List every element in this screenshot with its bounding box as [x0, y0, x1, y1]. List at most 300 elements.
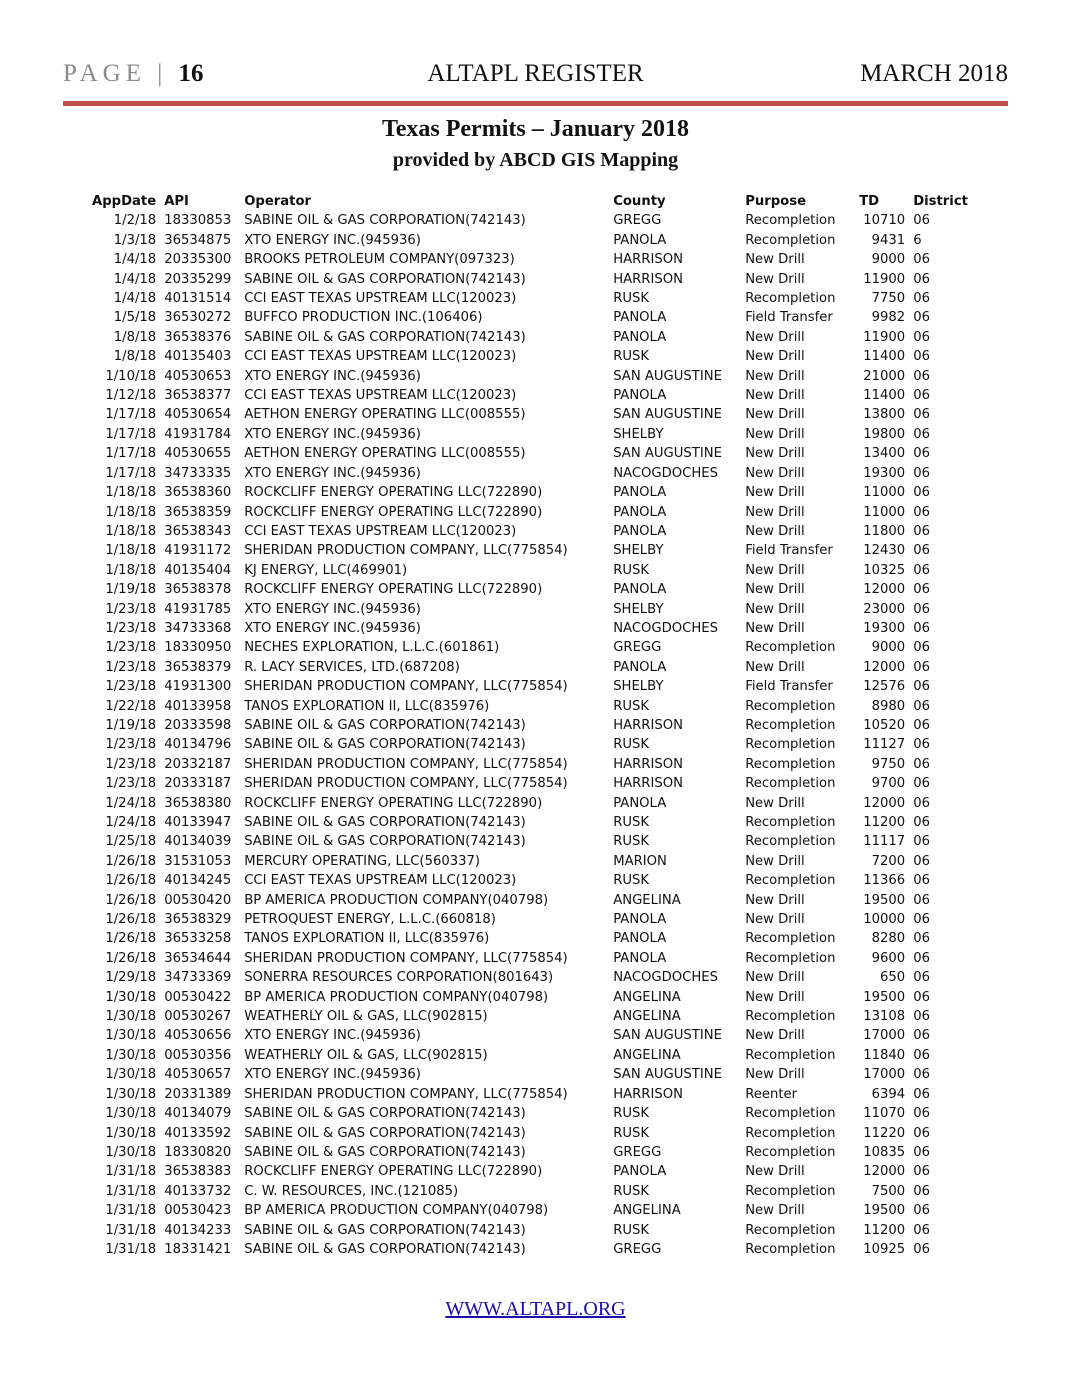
cell-td: 12000	[863, 795, 906, 811]
cell-api: 34733368	[164, 620, 232, 636]
table-row	[88, 347, 972, 366]
cell-county: RUSK	[613, 1106, 650, 1122]
table-row	[88, 755, 972, 774]
cell-purpose: Recompletion	[745, 815, 836, 830]
cell-operator: SABINE OIL & GAS CORPORATION(742143)	[244, 815, 526, 830]
cell-purpose: New Drill	[745, 368, 805, 384]
table-row	[88, 968, 972, 987]
cell-appdate: 1/30/18	[105, 989, 157, 1005]
cell-api: 40134079	[164, 1106, 232, 1122]
cell-api: 36538380	[164, 795, 232, 811]
column-header-purpose: Purpose	[745, 194, 807, 209]
cell-appdate: 1/19/18	[105, 582, 157, 598]
cell-operator: SABINE OIL & GAS CORPORATION(742143)	[244, 1241, 526, 1257]
cell-appdate: 1/26/18	[105, 950, 157, 966]
cell-district: 06	[913, 1203, 930, 1219]
cell-purpose: Recompletion	[745, 717, 836, 733]
cell-operator: CCI EAST TEXAS UPSTREAM LLC(120023)	[244, 349, 517, 365]
header-divider	[63, 101, 1008, 106]
table-row	[88, 211, 972, 230]
cell-district: 06	[913, 291, 930, 307]
cell-operator: SABINE OIL & GAS CORPORATION(742143)	[244, 213, 526, 229]
cell-appdate: 1/17/18	[105, 446, 157, 462]
table-row	[88, 231, 972, 250]
cell-appdate: 1/24/18	[105, 795, 157, 811]
cell-county: PANOLA	[613, 523, 667, 539]
cell-appdate: 1/24/18	[105, 815, 157, 830]
cell-county: NACOGDOCHES	[613, 620, 719, 636]
cell-operator: CCI EAST TEXAS UPSTREAM LLC(120023)	[244, 873, 517, 889]
cell-county: SHELBY	[613, 426, 664, 442]
table-row	[88, 852, 972, 871]
cell-td: 11400	[863, 388, 906, 404]
cell-td: 11200	[863, 1222, 906, 1238]
cell-purpose: Recompletion	[745, 834, 836, 850]
cell-api: 40134039	[164, 834, 232, 850]
cell-appdate: 1/26/18	[105, 873, 157, 889]
table-row	[88, 638, 972, 657]
cell-appdate: 1/19/18	[105, 717, 157, 733]
cell-api: 40133958	[164, 698, 232, 714]
cell-district: 6	[913, 232, 922, 248]
cell-appdate: 1/18/18	[105, 485, 157, 501]
cell-api: 40134233	[164, 1222, 232, 1238]
table-row	[88, 367, 972, 386]
cell-district: 06	[913, 601, 930, 617]
cell-district: 06	[913, 1106, 930, 1122]
cell-purpose: New Drill	[745, 659, 805, 675]
cell-api: 36530272	[164, 310, 232, 326]
cell-appdate: 1/23/18	[105, 679, 157, 695]
cell-county: ANGELINA	[613, 1047, 681, 1063]
cell-purpose: New Drill	[745, 601, 805, 617]
cell-api: 40530656	[164, 1028, 232, 1044]
cell-appdate: 1/17/18	[105, 465, 157, 481]
cell-operator: SHERIDAN PRODUCTION COMPANY, LLC(775854)	[244, 950, 568, 966]
cell-purpose: New Drill	[745, 426, 805, 442]
cell-purpose: New Drill	[745, 349, 805, 365]
cell-operator: SABINE OIL & GAS CORPORATION(742143)	[244, 1125, 526, 1141]
cell-purpose: Recompletion	[745, 950, 836, 966]
page-number-label: PAGE | 16	[63, 60, 204, 87]
cell-td: 8280	[871, 931, 906, 947]
table-row	[88, 1182, 972, 1201]
cell-county: RUSK	[613, 737, 650, 753]
page-title: Texas Permits – January 2018	[381, 116, 690, 142]
cell-appdate: 1/31/18	[105, 1164, 157, 1180]
cell-api: 20335300	[164, 252, 232, 268]
cell-td: 23000	[863, 601, 906, 617]
table-row	[88, 1201, 972, 1220]
cell-api: 41931785	[164, 601, 232, 617]
cell-district: 06	[913, 1009, 930, 1025]
table-row	[88, 483, 972, 502]
cell-td: 19300	[863, 620, 906, 636]
cell-operator: BP AMERICA PRODUCTION COMPANY(040798)	[244, 989, 549, 1005]
table-row	[88, 250, 972, 269]
cell-purpose: Field Transfer	[745, 679, 833, 695]
cell-purpose: Recompletion	[745, 640, 836, 656]
table-row	[88, 1240, 972, 1259]
table-row	[88, 716, 972, 735]
cell-county: PANOLA	[613, 485, 667, 501]
cell-county: SAN AUGUSTINE	[613, 1028, 722, 1044]
cell-district: 06	[913, 679, 930, 695]
cell-district: 06	[913, 523, 930, 539]
cell-operator: SABINE OIL & GAS CORPORATION(742143)	[244, 329, 526, 345]
cell-api: 00530356	[164, 1047, 232, 1063]
cell-operator: WEATHERLY OIL & GAS, LLC(902815)	[244, 1047, 488, 1063]
cell-district: 06	[913, 1125, 930, 1141]
cell-api: 40133732	[164, 1183, 232, 1199]
cell-td: 10710	[863, 213, 906, 229]
cell-purpose: New Drill	[745, 329, 805, 345]
cell-operator: CCI EAST TEXAS UPSTREAM LLC(120023)	[244, 291, 517, 307]
cell-appdate: 1/4/18	[113, 271, 157, 287]
table-row	[88, 1065, 972, 1084]
cell-district: 06	[913, 329, 930, 345]
cell-district: 06	[913, 834, 930, 850]
cell-district: 06	[913, 465, 930, 481]
cell-operator: SABINE OIL & GAS CORPORATION(742143)	[244, 1106, 526, 1122]
cell-appdate: 1/30/18	[105, 1067, 157, 1083]
cell-operator: ROCKCLIFF ENERGY OPERATING LLC(722890)	[244, 582, 543, 598]
cell-county: ANGELINA	[613, 989, 681, 1005]
cell-appdate: 1/30/18	[105, 1009, 157, 1025]
cell-operator: SHERIDAN PRODUCTION COMPANY, LLC(775854)	[244, 679, 568, 695]
cell-operator: SHERIDAN PRODUCTION COMPANY, LLC(775854)	[244, 756, 568, 772]
cell-county: GREGG	[613, 213, 662, 229]
cell-appdate: 1/23/18	[105, 601, 157, 617]
table-row	[88, 1162, 972, 1181]
cell-operator: ROCKCLIFF ENERGY OPERATING LLC(722890)	[244, 485, 543, 501]
table-row	[88, 405, 972, 424]
cell-county: PANOLA	[613, 388, 667, 404]
cell-operator: SABINE OIL & GAS CORPORATION(742143)	[244, 1144, 526, 1160]
cell-county: ANGELINA	[613, 892, 681, 908]
cell-district: 06	[913, 717, 930, 733]
cell-operator: ROCKCLIFF ENERGY OPERATING LLC(722890)	[244, 504, 543, 520]
cell-purpose: New Drill	[745, 446, 805, 462]
cell-county: HARRISON	[613, 756, 683, 772]
cell-operator: WEATHERLY OIL & GAS, LLC(902815)	[244, 1009, 488, 1025]
cell-county: PANOLA	[613, 582, 667, 598]
cell-operator: XTO ENERGY INC.(945936)	[244, 1067, 421, 1083]
cell-purpose: New Drill	[745, 1164, 805, 1180]
cell-district: 06	[913, 1164, 930, 1180]
cell-district: 06	[913, 620, 930, 636]
cell-district: 06	[913, 1144, 930, 1160]
cell-api: 40133947	[164, 815, 232, 830]
cell-county: PANOLA	[613, 659, 667, 675]
cell-purpose: Recompletion	[745, 1106, 836, 1122]
cell-operator: XTO ENERGY INC.(945936)	[244, 232, 421, 248]
cell-district: 06	[913, 1086, 930, 1102]
cell-county: SAN AUGUSTINE	[613, 368, 722, 384]
cell-operator: TANOS EXPLORATION II, LLC(835976)	[244, 698, 490, 714]
cell-api: 20335299	[164, 271, 232, 287]
cell-td: 17000	[863, 1028, 906, 1044]
cell-operator: BUFFCO PRODUCTION INC.(106406)	[244, 310, 483, 326]
cell-td: 7200	[871, 853, 906, 869]
cell-district: 06	[913, 252, 930, 268]
cell-county: RUSK	[613, 698, 650, 714]
cell-purpose: New Drill	[745, 562, 805, 578]
table-row	[88, 541, 972, 560]
cell-operator: SABINE OIL & GAS CORPORATION(742143)	[244, 717, 526, 733]
issue-date: MARCH 2018	[860, 60, 1008, 87]
cell-api: 40135403	[164, 349, 232, 365]
cell-purpose: Recompletion	[745, 232, 836, 248]
cell-county: PANOLA	[613, 950, 667, 966]
cell-purpose: Recompletion	[745, 1125, 836, 1141]
cell-operator: R. LACY SERVICES, LTD.(687208)	[244, 659, 460, 675]
cell-purpose: Recompletion	[745, 756, 836, 772]
cell-district: 06	[913, 970, 930, 986]
cell-appdate: 1/23/18	[105, 620, 157, 636]
cell-api: 40131514	[164, 291, 232, 307]
cell-api: 40135404	[164, 562, 232, 578]
cell-appdate: 1/26/18	[105, 853, 157, 869]
cell-appdate: 1/29/18	[105, 970, 157, 986]
cell-purpose: New Drill	[745, 989, 805, 1005]
cell-county: PANOLA	[613, 232, 667, 248]
cell-api: 20333598	[164, 717, 232, 733]
table-row	[88, 600, 972, 619]
cell-api: 40530657	[164, 1067, 232, 1083]
cell-api: 34733369	[164, 970, 232, 986]
table-row	[88, 425, 972, 444]
table-row	[88, 308, 972, 327]
table-row	[88, 1221, 972, 1240]
cell-td: 13400	[863, 446, 906, 462]
cell-appdate: 1/8/18	[113, 329, 157, 345]
cell-td: 11127	[863, 737, 906, 753]
cell-api: 00530267	[164, 1009, 232, 1025]
cell-purpose: Recompletion	[745, 1047, 836, 1063]
cell-td: 13108	[863, 1009, 906, 1025]
cell-td: 11900	[863, 329, 906, 345]
cell-appdate: 1/26/18	[105, 892, 157, 908]
cell-td: 12000	[863, 582, 906, 598]
cell-appdate: 1/17/18	[105, 426, 157, 442]
cell-county: RUSK	[613, 873, 650, 889]
cell-appdate: 1/30/18	[105, 1144, 157, 1160]
table-row	[88, 561, 972, 580]
cell-td: 11000	[863, 485, 906, 501]
cell-api: 36538383	[164, 1164, 232, 1180]
cell-operator: XTO ENERGY INC.(945936)	[244, 465, 421, 481]
cell-api: 40530655	[164, 446, 232, 462]
cell-api: 18330820	[164, 1144, 232, 1160]
cell-api: 00530423	[164, 1203, 232, 1219]
table-row	[88, 580, 972, 599]
cell-district: 06	[913, 931, 930, 947]
cell-purpose: Recompletion	[745, 213, 836, 229]
cell-api: 40530653	[164, 368, 232, 384]
cell-purpose: Recompletion	[745, 737, 836, 753]
cell-district: 06	[913, 659, 930, 675]
cell-purpose: Recompletion	[745, 698, 836, 714]
cell-district: 06	[913, 213, 930, 229]
cell-operator: XTO ENERGY INC.(945936)	[244, 426, 421, 442]
cell-district: 06	[913, 446, 930, 462]
cell-county: PANOLA	[613, 1164, 667, 1180]
cell-operator: ROCKCLIFF ENERGY OPERATING LLC(722890)	[244, 1164, 543, 1180]
cell-purpose: New Drill	[745, 388, 805, 404]
cell-api: 40133592	[164, 1125, 232, 1141]
cell-operator: SABINE OIL & GAS CORPORATION(742143)	[244, 271, 526, 287]
table-row	[88, 988, 972, 1007]
cell-appdate: 1/2/18	[113, 213, 157, 229]
cell-county: RUSK	[613, 562, 650, 578]
cell-appdate: 1/31/18	[105, 1183, 157, 1199]
cell-td: 11840	[863, 1047, 906, 1063]
cell-county: RUSK	[613, 1183, 650, 1199]
cell-appdate: 1/31/18	[105, 1222, 157, 1238]
table-row	[88, 1143, 972, 1162]
cell-county: SAN AUGUSTINE	[613, 1067, 722, 1083]
cell-district: 06	[913, 485, 930, 501]
cell-api: 36538360	[164, 485, 232, 501]
table-row	[88, 774, 972, 793]
cell-operator: AETHON ENERGY OPERATING LLC(008555)	[244, 446, 526, 462]
cell-appdate: 1/12/18	[105, 388, 157, 404]
cell-td: 10520	[863, 717, 906, 733]
table-row	[88, 328, 972, 347]
column-header-api: API	[164, 194, 189, 209]
cell-county: GREGG	[613, 1144, 662, 1160]
table-row	[88, 522, 972, 541]
cell-td: 19500	[863, 1203, 906, 1219]
cell-county: HARRISON	[613, 717, 683, 733]
cell-td: 9750	[871, 756, 906, 772]
cell-operator: SABINE OIL & GAS CORPORATION(742143)	[244, 834, 526, 850]
cell-district: 06	[913, 912, 930, 928]
table-row	[88, 813, 972, 832]
cell-api: 40530654	[164, 407, 232, 423]
cell-district: 06	[913, 853, 930, 869]
cell-appdate: 1/10/18	[105, 368, 157, 384]
table-row	[88, 464, 972, 483]
cell-district: 06	[913, 1028, 930, 1044]
cell-api: 41931784	[164, 426, 232, 442]
cell-district: 06	[913, 310, 930, 326]
cell-purpose: New Drill	[745, 1067, 805, 1083]
cell-appdate: 1/30/18	[105, 1106, 157, 1122]
cell-operator: NECHES EXPLORATION, L.L.C.(601861)	[244, 640, 500, 656]
cell-api: 00530422	[164, 989, 232, 1005]
page-footer	[0, 1298, 1071, 1321]
cell-county: SAN AUGUSTINE	[613, 407, 722, 423]
cell-appdate: 1/18/18	[105, 562, 157, 578]
cell-td: 19500	[863, 989, 906, 1005]
cell-appdate: 1/31/18	[105, 1203, 157, 1219]
cell-district: 06	[913, 504, 930, 520]
cell-operator: AETHON ENERGY OPERATING LLC(008555)	[244, 407, 526, 423]
page-subtitle: provided by ABCD GIS Mapping	[392, 149, 679, 171]
cell-county: GREGG	[613, 1241, 662, 1257]
column-header-appdate: AppDate	[92, 194, 157, 209]
table-row	[88, 1026, 972, 1045]
cell-td: 17000	[863, 1067, 906, 1083]
cell-purpose: Recompletion	[745, 1222, 836, 1238]
cell-district: 06	[913, 737, 930, 753]
cell-district: 06	[913, 989, 930, 1005]
cell-county: PANOLA	[613, 310, 667, 326]
cell-county: RUSK	[613, 1125, 650, 1141]
website-link[interactable]: WWW.ALTAPL.ORG	[445, 1298, 626, 1320]
column-header-td: TD	[859, 194, 880, 209]
cell-operator: BP AMERICA PRODUCTION COMPANY(040798)	[244, 892, 549, 908]
cell-api: 18331421	[164, 1241, 232, 1257]
cell-purpose: New Drill	[745, 485, 805, 501]
table-row	[88, 619, 972, 638]
cell-td: 11200	[863, 815, 906, 830]
table-body	[88, 211, 972, 1259]
cell-district: 06	[913, 368, 930, 384]
cell-td: 9982	[871, 310, 906, 326]
table-row	[88, 270, 972, 289]
cell-td: 9000	[871, 252, 906, 268]
cell-api: 41931300	[164, 679, 232, 695]
cell-appdate: 1/17/18	[105, 407, 157, 423]
cell-api: 20333187	[164, 776, 232, 792]
cell-purpose: Field Transfer	[745, 310, 833, 326]
cell-district: 06	[913, 1183, 930, 1199]
cell-county: ANGELINA	[613, 1009, 681, 1025]
cell-td: 7750	[871, 291, 906, 307]
cell-district: 06	[913, 407, 930, 423]
cell-purpose: Recompletion	[745, 873, 836, 889]
table-row	[88, 444, 972, 463]
page-header	[63, 60, 1008, 96]
cell-county: HARRISON	[613, 1086, 683, 1102]
cell-td: 10325	[863, 562, 906, 578]
cell-county: HARRISON	[613, 252, 683, 268]
cell-td: 9700	[871, 776, 906, 792]
cell-operator: SHERIDAN PRODUCTION COMPANY, LLC(775854)	[244, 543, 568, 559]
table-row	[88, 503, 972, 522]
cell-district: 06	[913, 1067, 930, 1083]
cell-district: 06	[913, 795, 930, 811]
cell-purpose: New Drill	[745, 1028, 805, 1044]
cell-purpose: New Drill	[745, 1203, 805, 1219]
cell-appdate: 1/4/18	[113, 291, 157, 307]
cell-td: 7500	[871, 1183, 906, 1199]
cell-td: 11900	[863, 271, 906, 287]
cell-appdate: 1/18/18	[105, 523, 157, 539]
cell-purpose: Recompletion	[745, 1241, 836, 1257]
cell-district: 06	[913, 426, 930, 442]
cell-purpose: New Drill	[745, 523, 805, 539]
table-row	[88, 677, 972, 696]
cell-county: RUSK	[613, 1222, 650, 1238]
cell-appdate: 1/25/18	[105, 834, 157, 850]
cell-purpose: Field Transfer	[745, 543, 833, 559]
cell-operator: KJ ENERGY, LLC(469901)	[244, 562, 408, 578]
cell-operator: SONERRA RESOURCES CORPORATION(801643)	[244, 970, 554, 986]
cell-district: 06	[913, 1222, 930, 1238]
cell-api: 18330853	[164, 213, 232, 229]
cell-county: PANOLA	[613, 795, 667, 811]
table-row	[88, 289, 972, 308]
cell-district: 06	[913, 892, 930, 908]
cell-appdate: 1/30/18	[105, 1047, 157, 1063]
cell-district: 06	[913, 582, 930, 598]
table-row	[88, 1085, 972, 1104]
cell-operator: SABINE OIL & GAS CORPORATION(742143)	[244, 737, 526, 753]
